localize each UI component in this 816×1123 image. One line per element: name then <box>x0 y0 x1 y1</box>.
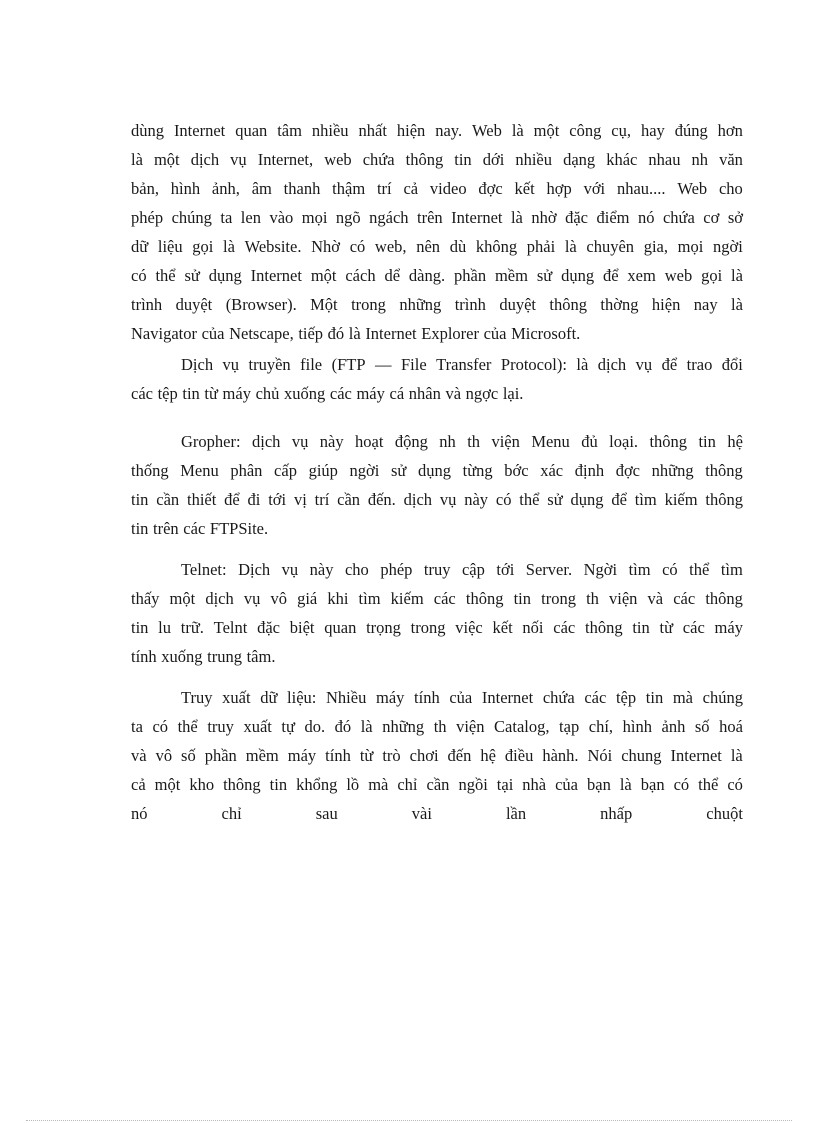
footer-divider <box>26 1120 792 1121</box>
text-line: Navigator của Netscape, tiếp đó là Internet Explorer của Microsoft. <box>131 324 581 343</box>
text-line: bản, hình ảnh, âm thanh thậm trí cả video đợc kết hợp với nhau.... Web cho <box>131 179 743 198</box>
paragraph <box>131 683 743 828</box>
text-line: dữ liệu gọi là Website. Nhờ có web, nên dù không phải là chuyên gia, mọi ngời <box>131 237 743 256</box>
text-line: và vô số phần mềm máy tính từ trò chơi đến hệ điều hành. Nói chung Internet là <box>131 746 743 765</box>
text-line: nó chỉ sau vài lần nhấp chuột <box>131 804 743 823</box>
paragraph <box>131 350 743 408</box>
text-line: tin trên các FTPSite. <box>131 519 269 538</box>
text-line: tin lu trữ. Telnt đặc biệt quan trọng trong việc kết nối các thông tin từ các máy <box>131 618 743 637</box>
text-line: Gropher: dịch vụ này hoạt động nh th viện Menu đủ loại. thông tin hệ <box>181 432 743 451</box>
text-line: có thể sử dụng Internet một cách dể dàng. phần mềm sử dụng để xem web gọi là <box>131 266 743 285</box>
text-line: Dịch vụ truyền file (FTP — File Transfer Protocol): là dịch vụ để trao đổi <box>181 355 743 374</box>
text-line: phép chúng ta len vào mọi ngõ ngách trên Internet là nhờ đặc điểm nó chứa cơ sở <box>131 208 743 227</box>
text-line: tin cần thiết để đi tới vị trí cần đến. dịch vụ này có thể sử dụng để tìm kiếm thông <box>131 490 743 509</box>
text-line: trình duyệt (Browser). Một trong những trình duyệt thông thờng hiện nay là <box>131 295 743 314</box>
text-line: thống Menu phân cấp giúp ngời sử dụng từng bớc xác định đợc những thông <box>131 461 743 480</box>
text-line: dùng Internet quan tâm nhiều nhất hiện nay. Web là một công cụ, hay đúng hơn <box>131 121 743 140</box>
text-line: ta có thể truy xuất tự do. đó là những th viện Catalog, tạp chí, hình ảnh số hoá <box>131 717 743 736</box>
text-line: thấy một dịch vụ vô giá khi tìm kiếm các thông tin trong th viện và các thông <box>131 589 743 608</box>
text-line: các tệp tin từ máy chủ xuống các máy cá nhân và ngợc lại. <box>131 384 524 403</box>
text-line: tính xuống trung tâm. <box>131 647 276 666</box>
text-line: là một dịch vụ Internet, web chứa thông tin dới nhiều dạng khác nhau nh văn <box>131 150 743 169</box>
text-line: Truy xuất dữ liệu: Nhiều máy tính của Internet chứa các tệp tin mà chúng <box>181 688 743 707</box>
paragraph <box>131 555 743 671</box>
text-line: Telnet: Dịch vụ này cho phép truy cập tới Server. Ngời tìm có thể tìm <box>181 560 743 579</box>
paragraph <box>131 116 743 348</box>
text-line: cả một kho thông tin khổng lồ mà chỉ cần ngồi tại nhà của bạn là bạn có thể có <box>131 775 743 794</box>
paragraph <box>131 427 743 543</box>
